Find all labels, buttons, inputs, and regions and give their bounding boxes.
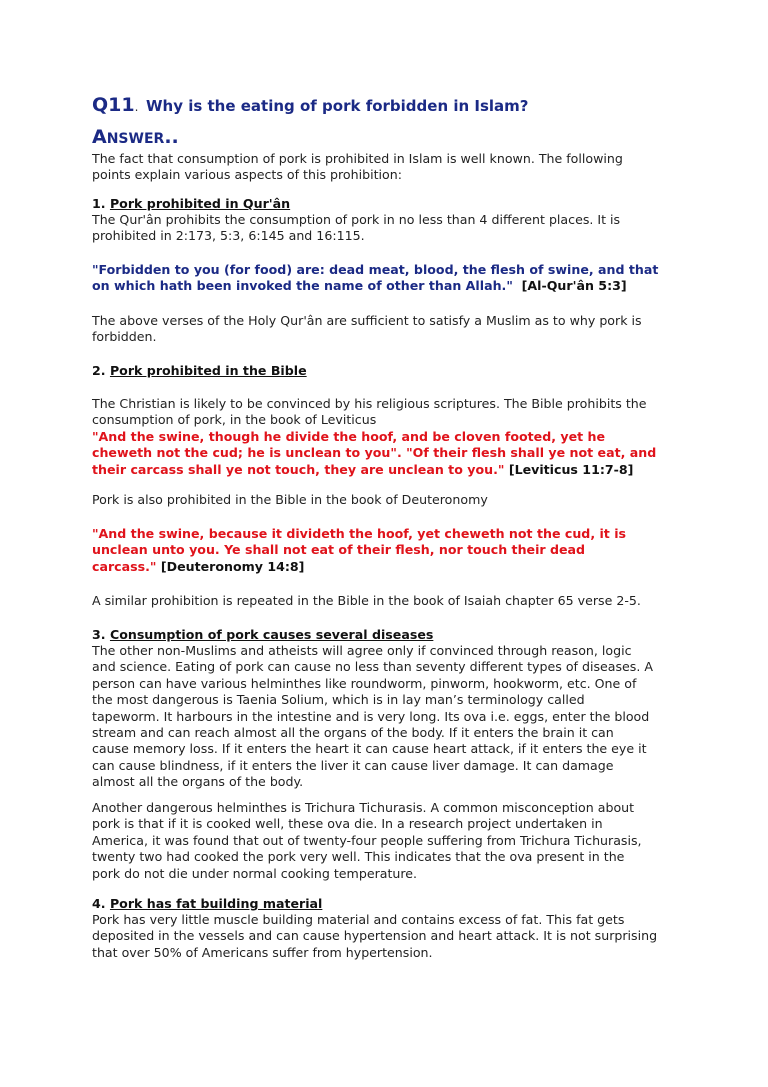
section-1-title: Pork prohibited in Qur'ân (109, 196, 291, 211)
deuteronomy-reference: [Deuteronomy 14:8] (160, 558, 305, 574)
section-4-body: Pork has very little muscle building material and contains excess of fat. This fat gets deposited in the vessels and can cause hypertension and heart attack. It is not surprising that over 50% of Americans suffer from hypertension. (92, 912, 658, 960)
section-1-after: The above verses of the Holy Qur'ân are sufficient to satisfy a Muslim as to why pork is forbidden. (92, 313, 642, 345)
answer-dots: .. (164, 126, 179, 148)
section-1-body: The Qur'ân prohibits the consumption of pork in no less than 4 different places. It is prohibited in 2:173, 5:3, 6:145 and 16:115. (92, 212, 621, 244)
leviticus-reference: [Leviticus 11:7-8] (508, 461, 634, 477)
question-text: Why is the eating of pork forbidden in Islam? (146, 97, 529, 115)
answer-heading (92, 126, 179, 148)
deuteronomy-quote: "And the swine, because it divideth the hoof, yet cheweth not the cud, it is unclean unto you. Ye shall not eat of their flesh, nor touch their dead carcass." [Deuteronomy 14:8] (92, 526, 627, 574)
question-heading (92, 94, 529, 116)
section-3-heading: 3. Consumption of pork causes several diseases (92, 627, 434, 642)
section-3-title: Consumption of pork causes several diseases (109, 627, 434, 642)
question-number: Q11 (92, 94, 135, 116)
quran-reference: [Al-Qur'ân 5:3] (521, 278, 627, 294)
section-2-body: The Christian is likely to be convinced by his religious scriptures. The Bible prohibits the consumption of pork, in the book of Leviticus (92, 396, 647, 428)
answer-rest: NSWER (106, 131, 165, 147)
leviticus-quote: "And the swine, though he divide the hoof, and be cloven footed, yet he cheweth not the cud; he is unclean to you". "Of their flesh shall ye not eat, and their carcass shall ye not touch, they are unclean to you." [Leviticus 11:7-8] (92, 429, 657, 477)
section-4-title: Pork has fat building material (109, 896, 323, 911)
section-3-body-2: Another dangerous helminthes is Trichura Tichurasis. A common misconception about pork is that if it is cooked well, these ova die. In a research project undertaken in America, it was found that out of twenty-four people suffering from Trichura Tichurasis, twenty two had cooked the pork very well. This indicates that the ova present in the pork do not die under normal cooking temperature. (92, 800, 642, 881)
intro-paragraph: The fact that consumption of pork is prohibited in Islam is well known. The following points explain various aspects of this prohibition: (92, 151, 623, 183)
isaiah-note: A similar prohibition is repeated in the Bible in the book of Isaiah chapter 65 verse 2-5. (92, 593, 641, 608)
section-2-title: Pork prohibited in the Bible (109, 363, 307, 378)
quran-quote: "Forbidden to you (for food) are: dead meat, blood, the flesh of swine, and that on which hath been invoked the name of other than Allah." [Al-Qur'ân 5:3] (92, 262, 659, 294)
section-4-heading: 4. Pork has fat building material (92, 896, 323, 911)
section-2-heading: 2. Pork prohibited in the Bible (92, 363, 307, 378)
section-1-heading: 1. Pork prohibited in Qur'ân (92, 196, 291, 211)
answer-first-letter: A (92, 126, 107, 148)
question-dot: . (134, 100, 139, 114)
deuteronomy-intro: Pork is also prohibited in the Bible in the book of Deuteronomy (92, 492, 488, 507)
section-3-body: The other non-Muslims and atheists will agree only if convinced through reason, logic and science. Eating of pork can cause no less than seventy different types of diseases. A person can have various helminthes like roundworm, pinworm, hookworm, etc. One of the most dangerous is Taenia Solium, which is in lay man’s terminology called tapeworm. It harbours in the intestine and is very long. Its ova i.e. eggs, enter the blood stream and can reach almost all the organs of the body. If it enters the brain it can cause memory loss. If it enters the heart it can cause heart attack, if it enters the eye it can cause blindness, if it enters the liver it can cause liver damage. It can damage almost all the organs of the body. (92, 643, 653, 790)
